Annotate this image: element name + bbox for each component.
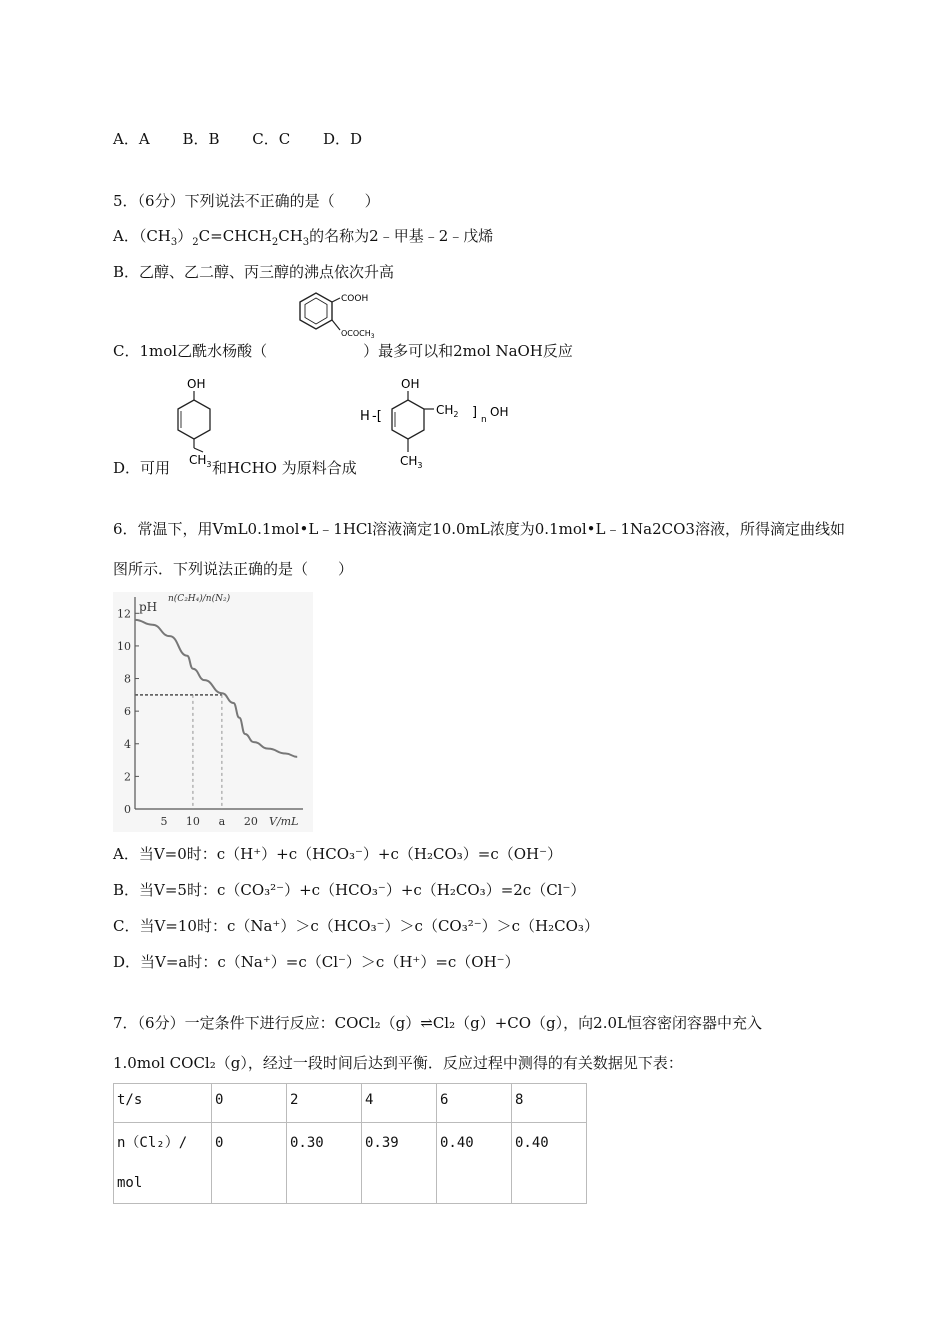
q5-option-a[interactable] [113,225,493,248]
q4-options [113,128,390,149]
q7-data-table [113,1083,587,1204]
q5-option-b[interactable]: B．乙醇、乙二醇、丙三醇的沸点依次升高 [113,263,395,281]
resin-oh-label: OH [401,377,420,391]
cresol-ch3-label [189,453,212,469]
aspirin-structure [280,288,380,352]
table-cell: 0.40 [437,1123,512,1204]
cresol-oh-label: OH [187,377,206,391]
cresol-ch: CH [189,453,207,467]
q4-option-a[interactable]: A．A [113,130,150,148]
q6-option-d[interactable]: D．当V=a时：c（Na⁺）=c（Cl⁻）＞c（H⁺）=c（OH⁻） [113,953,520,971]
table-row-label-line-2: mol [117,1175,143,1191]
y-tick-label: 2 [124,770,131,784]
table-row-label-line-1: n（Cl₂）/ [117,1135,188,1151]
q5-a-text-3: C=CHCH [198,227,272,245]
cresol-sub: 3 [206,460,212,469]
q7-stem-line-2: 1.0mol COCl₂（g），经过一段时间后达到平衡．反应过程中测得的有关数据见下表： [113,1054,683,1072]
aspirin-side-sub: 3 [370,333,375,340]
q5-d-suffix: 和HCHO 为原料合成 [212,459,357,477]
resin-left-bracket: -[ [372,409,382,424]
titration-chart-svg [113,592,313,832]
y-tick-label: 0 [124,803,131,816]
q4-option-c[interactable]: C．C [252,130,291,148]
q6-option-c[interactable]: C．当V=10时：c（Na⁺）＞c（HCO₃⁻）＞c（CO₃²⁻）＞c（H₂CO₃） [113,917,599,935]
q5-option-d[interactable] [113,457,357,478]
table-cell: 6 [437,1084,512,1123]
aspirin-side-group: OCOCH [341,329,371,338]
q6-option-a[interactable]: A．当V=0时：c（H⁺）+c（HCO₃⁻）+c（H₂CO₃）=c（OH⁻） [113,845,563,863]
q5-a-text-1: A．（CH [113,227,171,245]
aspirin-ococh3-label [341,329,375,340]
chart-title: n(C₂H₄)/n(N₂) [168,594,231,604]
table-cell: 8 [512,1084,587,1123]
q4-option-d[interactable]: D．D [323,130,363,148]
table-cell: 0.40 [512,1123,587,1204]
q5-c-suffix: ）最多可以和2mol NaOH反应 [363,342,573,360]
resin-ch: CH [400,454,418,468]
table-cell: 0 [212,1123,287,1204]
table-cell [114,1123,212,1204]
p-cresol-structure [165,372,225,472]
q5-a-text-2: ） [177,227,193,245]
x-tick-label: 10 [185,815,200,828]
q5-a-sub-4: 3 [302,237,310,248]
q5-a-sub-3: 2 [271,237,279,248]
resin-ch2-sub: 2 [453,410,459,419]
resin-end-oh-label: OH [490,405,509,419]
titration-chart [113,592,313,832]
x-tick-label: a [218,815,226,828]
table-cell: t/s [114,1084,212,1123]
table-row [114,1084,587,1123]
y-tick-label: 4 [124,737,131,751]
y-tick-label: 8 [124,672,131,686]
x-tick-label: 5 [160,815,168,828]
q5-a-sub-1: 3 [170,237,178,248]
resin-ch3-sub: 3 [417,461,423,470]
resin-ch3-label [400,454,423,470]
q5-stem: 5．（6分）下列说法不正确的是（ ） [113,192,380,210]
resin-ch2: CH [436,403,454,417]
y-tick-label: 6 [124,705,131,719]
y-axis-label: pH [139,600,158,614]
table-cell: 4 [362,1084,437,1123]
table-cell: 2 [287,1084,362,1123]
q6-option-b[interactable]: B．当V=5时：c（CO₃²⁻）+c（HCO₃⁻）+c（H₂CO₃）=2c（Cl⁻） [113,881,586,899]
q5-a-text-5: 的名称为2﹣甲基﹣2﹣戊烯 [309,227,494,245]
phenolic-resin-structure [358,372,538,472]
resin-ch2-label [436,403,459,419]
q7-stem-line-1: 7．（6分）一定条件下进行反应：COCl₂（g）⇌Cl₂（g）+CO（g），向2.0L恒容密闭容器中充入 [113,1014,762,1032]
q4-option-b[interactable]: B．B [182,130,220,148]
aspirin-cooh-label: COOH [341,294,369,304]
resin-h-label: H [360,409,370,424]
y-tick-label: 10 [117,639,131,653]
q5-a-text-4: CH [278,227,303,245]
q5-a-sub-2: 2 [192,237,199,248]
y-tick-label: 12 [117,607,131,621]
q6-stem-line-1: 6．常温下，用VmL0.1mol•L﹣1HCl溶液滴定10.0mL浓度为0.1mol•L﹣1Na2CO3溶液，所得滴定曲线如 [113,520,845,538]
resin-n-label: n [481,415,487,425]
x-tick-label: 20 [243,815,258,828]
table-cell: 0 [212,1084,287,1123]
q5-c-prefix: C．1mol乙酰水杨酸（ [113,342,268,360]
chart-background [113,592,313,832]
table-cell: 0.39 [362,1123,437,1204]
q5-d-prefix: D．可用 [113,459,171,477]
table-cell: 0.30 [287,1123,362,1204]
resin-right-bracket: ] [472,405,478,420]
x-axis-label: V/mL [269,815,299,828]
q6-stem-line-2: 图所示．下列说法正确的是（ ） [113,560,354,578]
table-row [114,1123,587,1204]
